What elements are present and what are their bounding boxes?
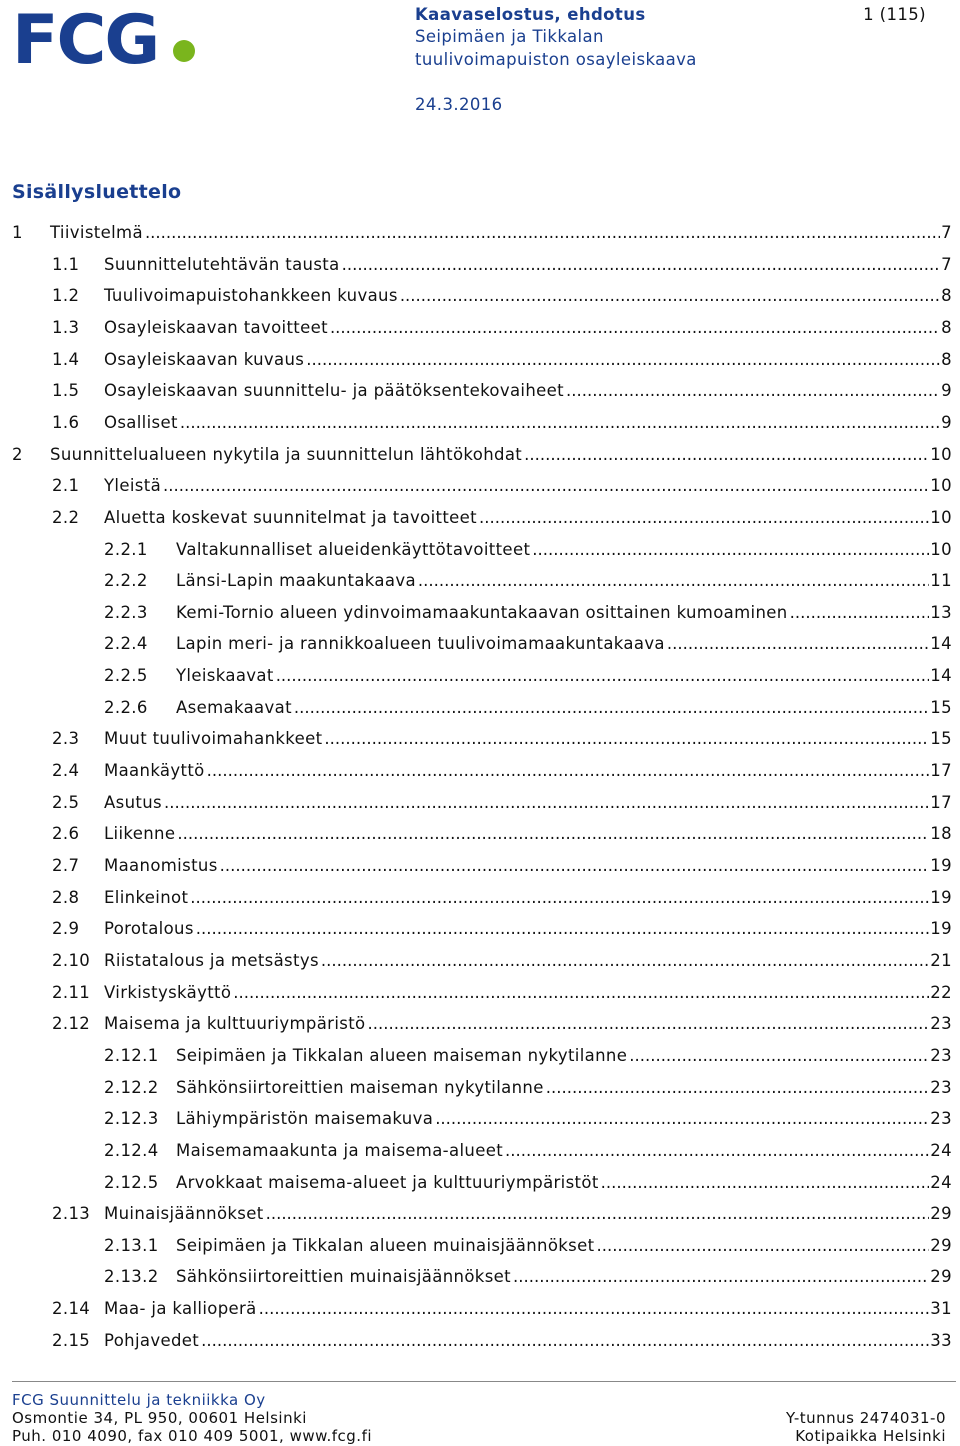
toc-entry-title[interactable]: Länsi-Lapin maakuntakaava xyxy=(176,571,416,591)
toc-entry[interactable] xyxy=(52,255,952,281)
toc-entry[interactable] xyxy=(52,318,952,344)
toc-entry-page[interactable]: 19 xyxy=(930,856,952,875)
toc-leader-dots xyxy=(164,793,929,812)
toc-entry-page[interactable]: 31 xyxy=(930,1299,952,1319)
toc-entry-number: 2.3 xyxy=(52,729,80,749)
toc-entry-title[interactable]: Osayleiskaavan kuvaus xyxy=(104,349,305,369)
toc-entry-page[interactable]: 29 xyxy=(930,1267,952,1287)
toc-leader-dots xyxy=(479,508,929,527)
toc-entry-number: 2.11 xyxy=(52,982,91,1002)
toc-entry-page[interactable]: 29 xyxy=(930,1204,952,1224)
toc-leader-dots xyxy=(145,223,940,242)
toc-entry-number: 2.9 xyxy=(52,919,80,939)
toc-leader-dots xyxy=(190,888,929,907)
toc-entry-title[interactable]: Osayleiskaavan tavoitteet xyxy=(104,317,328,337)
toc-entry-page[interactable]: 23 xyxy=(930,1109,952,1129)
toc-entry-page[interactable]: 14 xyxy=(930,666,952,686)
toc-entry[interactable] xyxy=(12,223,952,249)
toc-leader-dots xyxy=(566,381,940,400)
toc-entry-page[interactable]: 23 xyxy=(930,1014,952,1034)
toc-leader-dots xyxy=(596,1236,929,1255)
toc-entry[interactable] xyxy=(12,445,952,471)
toc-entry[interactable] xyxy=(104,666,952,692)
toc-entry[interactable] xyxy=(52,508,952,534)
toc-entry-number: 2.6 xyxy=(52,824,80,844)
toc-entry-page[interactable]: 24 xyxy=(930,1172,952,1192)
toc-entry[interactable] xyxy=(104,1109,952,1135)
fcg-logo xyxy=(12,6,202,68)
toc-entry[interactable] xyxy=(52,413,952,439)
toc-leader-dots xyxy=(532,540,929,559)
toc-entry[interactable] xyxy=(104,1267,952,1293)
toc-leader-dots xyxy=(790,603,930,622)
toc-entry-page[interactable]: 10 xyxy=(930,507,952,527)
toc-entry-page[interactable]: 8 xyxy=(941,349,952,369)
toc-entry-page[interactable]: 17 xyxy=(930,761,952,781)
toc-entry-number: 2.4 xyxy=(52,761,80,781)
toc-entry[interactable] xyxy=(104,1141,952,1167)
toc-entry-title[interactable]: Osayleiskaavan suunnittelu- ja päätöksentekovaiheet xyxy=(104,381,564,401)
toc-entry-title[interactable]: Asemakaavat xyxy=(176,697,292,717)
toc-leader-dots xyxy=(266,1204,930,1223)
toc-entry[interactable] xyxy=(104,1236,952,1262)
toc-entry-page[interactable]: 13 xyxy=(930,602,952,622)
toc-entry-title[interactable]: Muut tuulivoimahankkeet xyxy=(104,729,323,749)
footer-divider xyxy=(12,1381,956,1382)
toc-entry-title[interactable]: Lapin meri- ja rannikkoalueen tuulivoimamaakuntakaava xyxy=(176,634,665,654)
toc-leader-dots xyxy=(294,698,929,717)
toc-leader-dots xyxy=(513,1267,929,1286)
toc-entry-number: 2.2.3 xyxy=(104,602,148,622)
toc-entry-title[interactable]: Maanomistus xyxy=(104,856,218,875)
toc-entry[interactable] xyxy=(52,856,952,882)
toc-leader-dots xyxy=(276,666,930,685)
toc-entry[interactable] xyxy=(104,1046,952,1072)
toc-entry-number: 1.6 xyxy=(52,412,80,432)
toc-leader-dots xyxy=(330,318,940,337)
toc-entry[interactable] xyxy=(52,1331,952,1357)
toc-entry-number: 2.12.4 xyxy=(104,1140,159,1160)
toc-entry-page[interactable]: 19 xyxy=(930,919,952,939)
toc-entry-page[interactable]: 8 xyxy=(941,317,952,337)
toc-entry[interactable] xyxy=(52,824,952,850)
toc-entry-number: 1.1 xyxy=(52,254,80,274)
toc-entry[interactable] xyxy=(52,286,952,312)
toc-entry-title[interactable]: Lähiympäristön maisemakuva xyxy=(176,1109,434,1129)
toc-entry-title[interactable]: Virkistyskäyttö xyxy=(104,982,232,1002)
toc-entry-page[interactable]: 8 xyxy=(941,286,952,306)
toc-leader-dots xyxy=(601,1173,930,1192)
footer-business-id: Y-tunnus 2474031-0 xyxy=(785,1409,946,1427)
toc-entry-page[interactable]: 11 xyxy=(930,571,952,591)
toc-leader-dots xyxy=(306,350,940,369)
toc-entry-number: 2.12 xyxy=(52,1014,91,1034)
toc-leader-dots xyxy=(233,983,929,1002)
toc-entry[interactable] xyxy=(104,571,952,597)
toc-entry-title[interactable]: Sähkönsiirtoreittien muinaisjäännökset xyxy=(176,1267,511,1287)
toc-entry-title[interactable]: Pohjavedet xyxy=(104,1330,200,1350)
document-type: Kaavaselostus, ehdotus xyxy=(415,5,646,24)
toc-leader-dots xyxy=(207,761,930,780)
toc-entry[interactable] xyxy=(52,381,952,407)
toc-entry-page[interactable]: 24 xyxy=(930,1140,952,1160)
toc-entry[interactable] xyxy=(52,951,952,977)
toc-entry[interactable] xyxy=(52,476,952,502)
toc-entry-title[interactable]: Liikenne xyxy=(104,824,176,844)
toc-leader-dots xyxy=(629,1046,929,1065)
page-number: 1 (115) xyxy=(863,5,926,24)
toc-title: Sisällysluettelo xyxy=(12,181,182,203)
footer-company: FCG Suunnittelu ja tekniikka Oy xyxy=(12,1391,266,1409)
toc-entry-number: 2.15 xyxy=(52,1330,91,1350)
logo-dot-icon xyxy=(173,40,195,62)
toc-entry[interactable] xyxy=(52,350,952,376)
toc-entry-number: 2.13 xyxy=(52,1204,91,1224)
toc-entry-number: 2.2.5 xyxy=(104,666,148,686)
toc-entry[interactable] xyxy=(52,793,952,819)
toc-leader-dots xyxy=(259,1299,930,1318)
toc-entry[interactable] xyxy=(52,919,952,945)
footer-address: Osmontie 34, PL 950, 00601 Helsinki xyxy=(12,1409,307,1427)
toc-entry-page[interactable]: 10 xyxy=(930,539,952,559)
toc-leader-dots xyxy=(177,824,929,843)
toc-entry-title[interactable]: Seipimäen ja Tikkalan alueen muinaisjäännökset xyxy=(176,1235,595,1255)
document-date: 24.3.2016 xyxy=(415,95,503,114)
toc-entry-title[interactable]: Suunnittelutehtävän tausta xyxy=(104,254,340,274)
toc-entry-title[interactable]: Porotalous xyxy=(104,919,194,939)
toc-entry-title[interactable]: Tuulivoimapuistohankkeen kuvaus xyxy=(104,286,398,306)
toc-entry-title[interactable]: Yleiskaavat xyxy=(176,666,274,686)
toc-entry-number: 2.13.1 xyxy=(104,1235,159,1255)
toc-entry-number: 2.2.6 xyxy=(104,697,148,717)
toc-leader-dots xyxy=(196,919,930,938)
toc-entry-number: 2.12.2 xyxy=(104,1077,159,1097)
toc-entry-number: 2.2.1 xyxy=(104,539,148,559)
toc-entry-title[interactable]: Tiivistelmä xyxy=(50,223,143,242)
toc-entry-title[interactable]: Seipimäen ja Tikkalan alueen maiseman nykytilanne xyxy=(176,1045,628,1065)
toc-entry-title[interactable]: Elinkeinot xyxy=(104,887,189,907)
logo-wordmark: FCG xyxy=(12,6,159,68)
toc-entry-number: 2.7 xyxy=(52,856,80,875)
toc-entry-number: 2.13.2 xyxy=(104,1267,159,1287)
toc-entry-number: 2.12.5 xyxy=(104,1172,159,1192)
toc-leader-dots xyxy=(435,1109,929,1128)
toc-entry-number: 2.2.4 xyxy=(104,634,148,654)
footer-contact: Puh. 010 4090, fax 010 409 5001, www.fcg.fi xyxy=(12,1427,373,1445)
toc-entry-page[interactable]: 19 xyxy=(930,887,952,907)
toc-leader-dots xyxy=(220,856,930,875)
toc-entry-page[interactable]: 15 xyxy=(930,697,952,717)
toc-entry[interactable] xyxy=(52,729,952,755)
toc-leader-dots xyxy=(180,413,940,432)
project-name-line-1: Seipimäen ja Tikkalan xyxy=(415,27,604,46)
toc-entry-number: 2.10 xyxy=(52,950,91,970)
toc-leader-dots xyxy=(505,1141,929,1160)
toc-entry-page[interactable]: 9 xyxy=(941,381,952,401)
toc-entry-page[interactable]: 7 xyxy=(941,254,952,274)
toc-entry[interactable] xyxy=(52,1014,952,1040)
toc-entry-number: 2.14 xyxy=(52,1299,91,1319)
toc-entry-number: 2.12.1 xyxy=(104,1045,159,1065)
footer-domicile: Kotipaikka Helsinki xyxy=(795,1427,946,1445)
toc-entry-title[interactable]: Suunnittelualueen nykytila ja suunnittelun lähtökohdat xyxy=(50,444,523,464)
toc-entry-number: 2.8 xyxy=(52,887,80,907)
toc-entry-page[interactable]: 10 xyxy=(930,444,952,464)
toc-entry[interactable] xyxy=(52,761,952,787)
toc-entry-title[interactable]: Yleistä xyxy=(104,476,162,496)
toc-entry-title[interactable]: Asutus xyxy=(104,792,162,812)
toc-leader-dots xyxy=(201,1331,929,1350)
toc-entry[interactable] xyxy=(104,1078,952,1104)
toc-entry-page[interactable]: 7 xyxy=(941,223,952,242)
toc-entry-title[interactable]: Riistatalous ja metsästys xyxy=(104,950,319,970)
toc-entry-title[interactable]: Aluetta koskevat suunnitelmat ja tavoitteet xyxy=(104,507,477,527)
toc-entry-number: 1.3 xyxy=(52,317,80,337)
toc-entry-page[interactable]: 29 xyxy=(930,1235,952,1255)
toc-entry[interactable] xyxy=(52,1204,952,1230)
toc-entry-number: 2.2.2 xyxy=(104,571,148,591)
toc-entry-page[interactable]: 9 xyxy=(941,412,952,432)
toc-entry-title[interactable]: Maisemamaakunta ja maisema-alueet xyxy=(176,1140,504,1160)
toc-entry[interactable] xyxy=(104,698,952,724)
toc-entry[interactable] xyxy=(104,603,952,629)
toc-entry-number: 2.2 xyxy=(52,507,80,527)
toc-entry[interactable] xyxy=(104,634,952,660)
toc-leader-dots xyxy=(342,255,941,274)
toc-leader-dots xyxy=(546,1078,930,1097)
toc-entry-number: 2.1 xyxy=(52,476,80,496)
toc-entry-title[interactable]: Osalliset xyxy=(104,412,178,432)
toc-entry-page[interactable]: 23 xyxy=(930,1045,952,1065)
toc-entry-title[interactable]: Maisema ja kulttuuriympäristö xyxy=(104,1014,366,1034)
toc-entry-number: 1.2 xyxy=(52,286,80,306)
toc-entry[interactable] xyxy=(104,1173,952,1199)
toc-entry-page[interactable]: 33 xyxy=(930,1330,952,1350)
toc-entry-number: 1.5 xyxy=(52,381,80,401)
toc-entry[interactable] xyxy=(52,1299,952,1325)
toc-entry[interactable] xyxy=(104,540,952,566)
toc-leader-dots xyxy=(418,571,929,590)
toc-entry-page[interactable]: 22 xyxy=(930,982,952,1002)
toc-leader-dots xyxy=(400,286,940,305)
toc-entry-number: 2.5 xyxy=(52,792,80,812)
toc-entry-page[interactable]: 15 xyxy=(930,729,952,749)
toc-entry-page[interactable]: 18 xyxy=(930,824,952,844)
toc-leader-dots xyxy=(667,634,929,653)
toc-entry-page[interactable]: 10 xyxy=(930,476,952,496)
toc-entry-title[interactable]: Maa- ja kallioperä xyxy=(104,1299,257,1319)
toc-entry-title[interactable]: Maankäyttö xyxy=(104,761,205,781)
toc-entry-number: 2 xyxy=(12,444,23,464)
toc-entry-title[interactable]: Muinaisjäännökset xyxy=(104,1204,264,1224)
project-name-line-2: tuulivoimapuiston osayleiskaava xyxy=(415,50,697,69)
toc-entry-number: 1.4 xyxy=(52,349,80,369)
toc-leader-dots xyxy=(321,951,929,970)
toc-leader-dots xyxy=(524,445,929,464)
toc-leader-dots xyxy=(367,1014,929,1033)
toc-entry-page[interactable]: 14 xyxy=(930,634,952,654)
toc-entry-page[interactable]: 21 xyxy=(930,950,952,970)
toc-entry-title[interactable]: Kemi-Tornio alueen ydinvoimamaakuntakaavan osittainen kumoaminen xyxy=(176,602,788,622)
toc-leader-dots xyxy=(163,476,929,495)
toc-entry-page[interactable]: 17 xyxy=(930,792,952,812)
toc-entry-title[interactable]: Valtakunnalliset alueidenkäyttötavoitteet xyxy=(176,539,531,559)
toc-entry-title[interactable]: Arvokkaat maisema-alueet ja kulttuuriympäristöt xyxy=(176,1172,599,1192)
toc-entry[interactable] xyxy=(52,983,952,1009)
toc-entry[interactable] xyxy=(52,888,952,914)
toc-entry-title[interactable]: Sähkönsiirtoreittien maiseman nykytilanne xyxy=(176,1077,544,1097)
toc-entry-number: 2.12.3 xyxy=(104,1109,159,1129)
toc-entry-page[interactable]: 23 xyxy=(930,1077,952,1097)
toc-leader-dots xyxy=(324,729,929,748)
toc-entry-number: 1 xyxy=(12,223,23,242)
